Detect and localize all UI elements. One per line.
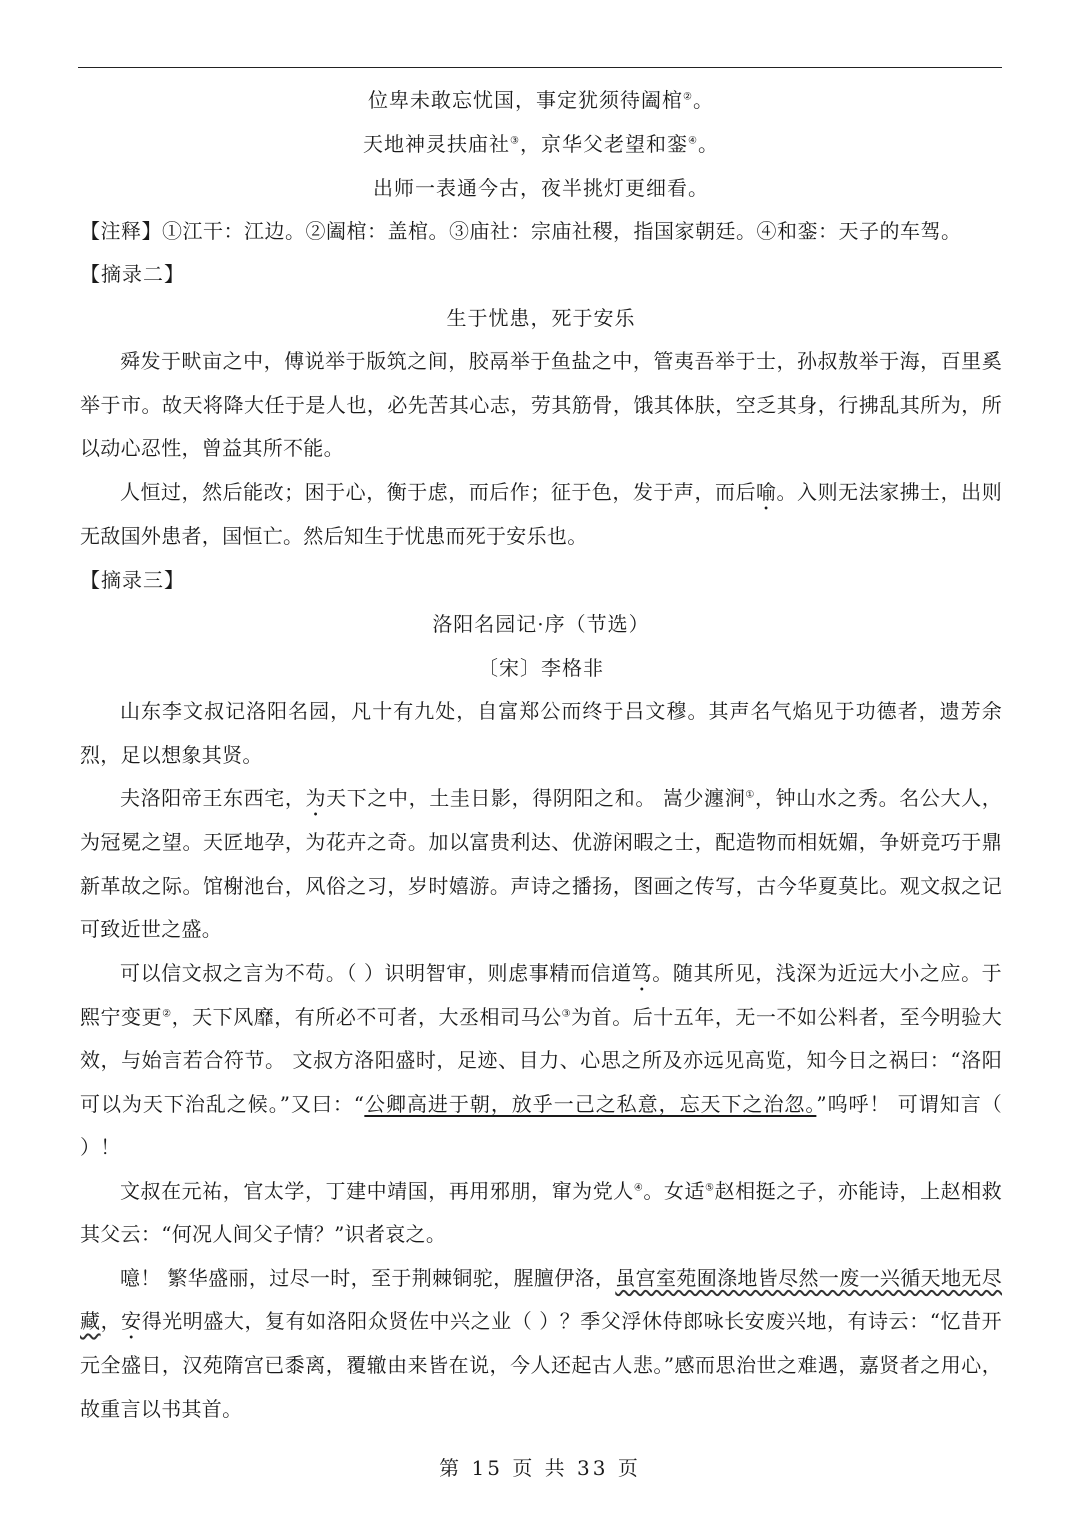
poem-line-3: 出师一表通今古，夜半挑灯更细看。 <box>373 176 709 200</box>
page-footer: 第 15 页 共 33 页 <box>439 1456 641 1480</box>
annotation-note: 【注释】①江干：江边。②阖棺：盖棺。③庙社：宗庙社稷，指国家朝廷。④和銮：天子的车驾。 <box>80 219 962 243</box>
excerpt-3-paragraph-1: 山东李文叔记洛阳名园，凡十有九处，自富郑公而终于吕文穆。其声名气焰见于功德者，遗芳余烈，足以想象其贤。 <box>80 699 1002 767</box>
wavy-underlined-sentence: 虽宫室苑囿涤地皆尽然一废一兴循天地无尽藏 <box>80 1265 1003 1333</box>
excerpt-2-paragraph-1: 舜发于畎亩之中，傅说举于版筑之间，胶鬲举于鱼盐之中，管夷吾举于士，孙叔敖举于海，百里奚举于市。故天将降大任于是人也，必先苦其心志，劳其筋骨，饿其体肤，空乏其身，行拂乱其所为，所以动心忍性，曾益其所不能。 <box>80 349 1002 460</box>
excerpt-3-title: 洛阳名园记·序（节选） <box>432 612 650 636</box>
poem-line-1: 位卑未敢忘忧国，事定犹须待阖棺②。 <box>368 88 714 112</box>
excerpt-3-paragraph-3: 可以信文叔之言为不苟。（ ）识明智审，则虑事精而信道笃。随其所见，浅深为近远大小之应。于熙宁变更②，天下风靡，有所必不可者，大丞相司马公③为首。后十五年，无一不如公料者，至今明验大效，与始言若合符节。 文叔方洛阳盛时，足迹、目力、心思之所及亦远见高览，知今日之祸曰：“洛阳可以为天下治乱之候。”又曰：“公卿高进于朝，放乎一己之私意，忘天下之治忽。”呜呼！ 可谓知言（ ）！ <box>80 960 1003 1159</box>
underlined-sentence: 公卿高进于朝，放乎一己之私意，忘天下之治忽。 <box>364 1091 817 1116</box>
poem-line-2: 天地神灵扶庙社③，京华父老望和銮④。 <box>363 132 719 156</box>
excerpt-3-paragraph-5: 噫！ 繁华盛丽，过尽一时，至于荆棘铜驼，腥膻伊洛，虽宫室苑囿涤地皆尽然一废一兴循天地无尽藏，安得光明盛大，复有如洛阳众贤佐中兴之业（ ）？季父浮休侍郎咏长安废兴地，有诗云：“忆昔开元全盛日，汉苑隋宫已黍离，覆辙由来皆在说，今人还起古人悲。”感而思治世之难遇，嘉贤者之用心，故重言以书其首。 <box>80 1265 1003 1421</box>
excerpt-3-heading: 【摘录三】 <box>80 568 185 592</box>
excerpt-2-title: 生于忧患，死于安乐 <box>446 306 636 330</box>
excerpt-2-heading: 【摘录二】 <box>80 262 185 286</box>
excerpt-3-paragraph-4: 文叔在元祐，官太学，丁建中靖国，再用邪朋，窜为党人④。女适⑤赵相挺之子，亦能诗，上赵相救其父云：“何况人间父子情？”识者哀之。 <box>80 1178 1003 1246</box>
top-rule <box>78 67 1002 68</box>
excerpt-3-author: 〔宋〕李格非 <box>478 656 604 680</box>
excerpt-3-paragraph-2: 夫洛阳帝王东西宅，为天下之中，土圭日影，得阴阳之和。 嵩少瀍涧①，钟山水之秀。名公大人，为冠冕之望。天匠地孕，为花卉之奇。加以富贵利达、优游闲暇之士，配造物而相妩媚，争妍竞巧于鼎新革故之际。馆榭池台，风俗之习，岁时嬉游。声诗之播扬，图画之传写，古今华夏莫比。观文叔之记可致近世之盛。 <box>80 786 1002 941</box>
excerpt-2-paragraph-2: 人恒过，然后能改；困于心，衡于虑，而后作；征于色，发于声，而后喻。入则无法家拂士，出则无敌国外患者，国恒亡。然后知生于忧患而死于安乐也。 <box>80 479 1002 548</box>
page-content <box>80 78 1002 1431</box>
